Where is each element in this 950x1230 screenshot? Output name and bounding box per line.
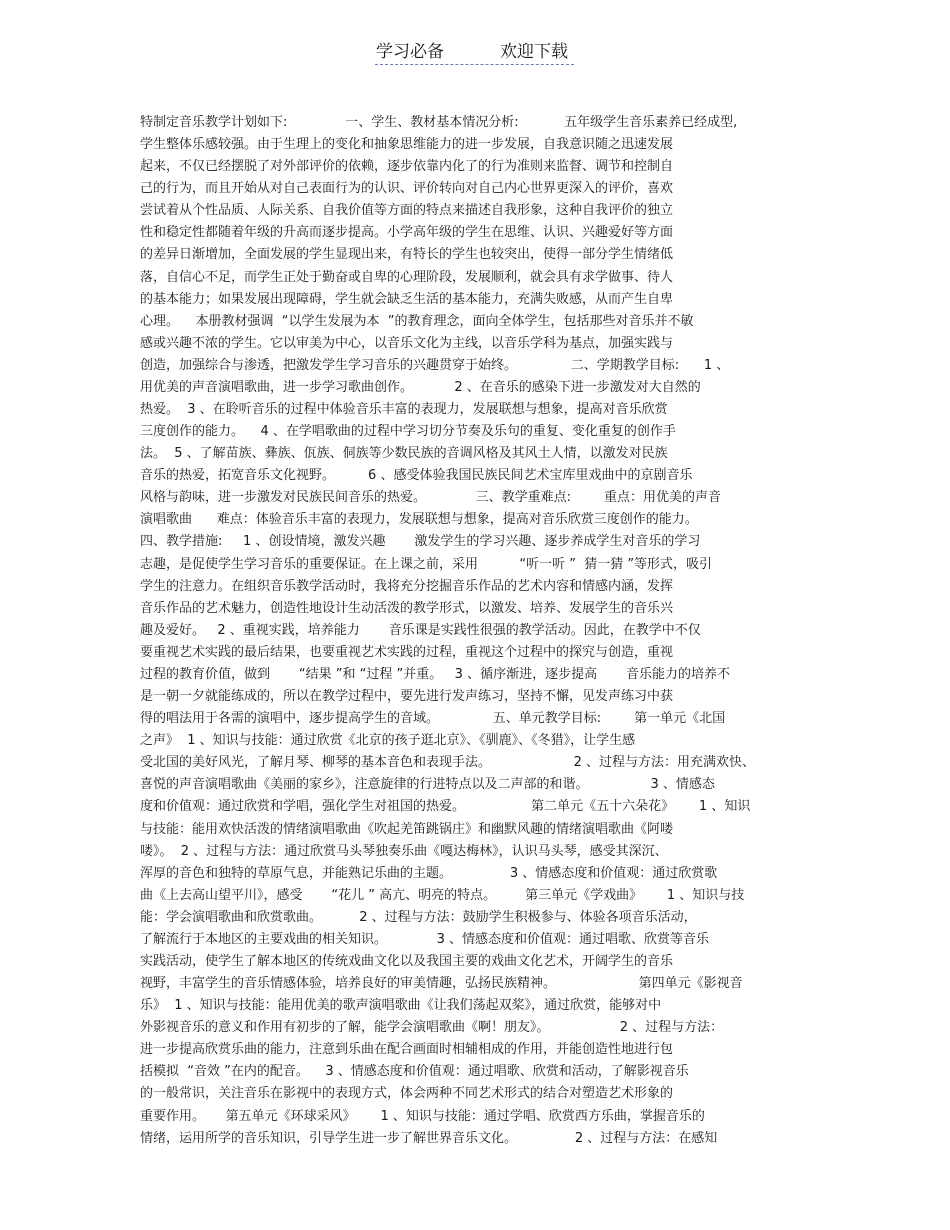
text-line: 是一朝一夕就能练成的，所以在教学过程中，要先进行发声练习，坚持不懈，见发声练习中获 — [140, 689, 674, 705]
text-line: 过程的教育价值，做到 “结果 ”和 “过程 ”并重。 3 、循序渐进，逐步提高 音乐能力的培养不 — [140, 666, 730, 682]
text-line: 度和价值观：通过欣赏和学唱，强化学生对祖国的热爱。 第二单元《五十六朵花》 1 、知识 — [140, 799, 751, 815]
text-line: 热爱。 3 、在聆听音乐的过程中体验音乐丰富的表现力，发展联想与想象，提高对音乐欣赏 — [140, 402, 668, 418]
text-line: 学生的注意力。在组织音乐教学活动时，我将充分挖掘音乐作品的艺术内容和情感内涵，发挥 — [140, 578, 674, 594]
header-left-text: 学习必备 — [376, 42, 444, 62]
text-line: 创造，加强综合与渗透，把激发学生学习音乐的兴趣贯穿于始终。 二、学期教学目标: 1 、 — [140, 357, 730, 373]
text-line: 乐》 1 、知识与技能：能用优美的歌声演唱歌曲《让我们荡起双桨》，通过欣赏，能够对中 — [140, 998, 662, 1014]
document-body — [140, 112, 810, 1150]
text-line: 志趣，是促使学生学习音乐的重要保证。在上课之前，采用 “听一听 ” 猜一猜 ”等形式，吸引 — [140, 556, 713, 572]
page-header — [0, 40, 950, 66]
text-line: 了解流行于本地区的主要戏曲的相关知识。 3 、情感态度和价值观：通过唱歌、欣赏等音乐 — [140, 931, 709, 947]
text-line: 喜悦的声音演唱歌曲《美丽的家乡》，注意旋律的行进特点以及二声部的和谐。 3 、情感态 — [140, 777, 715, 793]
text-line: 浑厚的音色和独特的草原气息，并能熟记乐曲的主题。 3 、情感态度和价值观：通过欣赏歌 — [140, 865, 718, 881]
text-line: 落，自信心不足，而学生正处于勤奋或自卑的心理阶段，发展顺利，就会具有求学做事、待人 — [140, 269, 674, 285]
text-line: 尝试着从个性品质、人际关系、自我价值等方面的特点来描述自我形象，这种自我评价的独立 — [140, 203, 674, 219]
text-line: 三度创作的能力。 4 、在学唱歌曲的过程中学习切分节奏及乐句的重复、变化重复的创作手 — [140, 424, 676, 440]
text-line: 演唱歌曲 难点：体验音乐丰富的表现力，发展联想与想象，提高对音乐欣赏三度创作的能力。 — [140, 512, 698, 528]
text-line: 括模拟 “音效 ”在内的配音。 3 、情感态度和价值观：通过唱歌、欣赏和活动，了解影视音乐 — [140, 1064, 689, 1080]
text-line: 特制定音乐教学计划如下: 一、学生、教材基本情况分析: 五年级学生音乐素养已经成型, — [140, 115, 738, 130]
text-line: 视野，丰富学生的音乐情感体验，培养良好的审美情趣，弘扬民族精神。 第四单元《影视音 — [140, 976, 743, 992]
text-line: 的一般常识，关注音乐在影视中的表现方式，体会两种不同艺术形式的结合对塑造艺术形象的 — [140, 1086, 674, 1102]
text-line: 曲《上去高山望平川》，感受 “花儿 ” 高亢、明亮的特点。 第三单元《学戏曲》 1 、知识与技 — [140, 887, 745, 903]
text-line: 感或兴趣不浓的学生。它以审美为中心，以音乐文化为主线，以音乐学科为基点，加强实践与 — [140, 335, 674, 351]
text-line: 心理。 本册教材强调 “以学生发展为本 ”的教育理念，面向全体学生，包括那些对音乐并不敏 — [140, 313, 694, 329]
text-line: 情绪，运用所学的音乐知识，引导学生进一步了解世界音乐文化。 2 、过程与方法：在感知 — [140, 1130, 718, 1146]
text-line: 用优美的声音演唱歌曲，进一步学习歌曲创作。 2 、在音乐的感染下进一步激发对大自然的 — [140, 379, 701, 395]
text-line: 法。 5 、了解苗族、彝族、佤族、侗族等少数民族的音调风格及其风土人情，以激发对民族 — [140, 446, 668, 462]
text-line: 音乐作品的艺术魅力，创造性地设计生动活泼的教学形式，以激发、培养、发展学生的音乐兴 — [140, 600, 674, 616]
text-line: 学生整体乐感较强。由于生理上的变化和抽象思维能力的进一步发展，自我意识随之迅速发展 — [140, 137, 674, 153]
text-line: 进一步提高欣赏乐曲的能力，注意到乐曲在配合画面时相辅相成的作用，并能创造性地进行包 — [140, 1042, 674, 1058]
text-line: 与技能：能用欢快活泼的情绪演唱歌曲《吹起羌笛跳锅庄》和幽默风趣的情绪演唱歌曲《阿喽 — [140, 821, 674, 837]
text-line: 得的唱法用于各需的演唱中，逐步提高学生的音域。 五、单元教学目标: 第一单元《北国 — [140, 711, 726, 727]
text-line: 四、教学措施: 1 、创设情境，激发兴趣 激发学生的学习兴趣、逐步养成学生对音乐的学习 — [140, 534, 701, 550]
text-line: 风格与韵味，进一步激发对民族民间音乐的热爱。 三、教学重难点: 重点：用优美的声音 — [140, 490, 722, 506]
text-line: 外影视音乐的意义和作用有初步的了解，能学会演唱歌曲《啊！朋友》。 2 、过程与方法： — [140, 1020, 724, 1036]
text-line: 的基本能力；如果发展出现障碍，学生就会缺乏生活的基本能力，充满失败感，从而产生自卑 — [140, 291, 674, 307]
header-dashed-rule — [375, 64, 574, 65]
text-line: 的差异日渐增加，全面发展的学生显现出来，有特长的学生也较突出，使得一部分学生情绪低 — [140, 247, 674, 263]
text-line: 趣及爱好。 2 、重视实践，培养能力 音乐课是实践性很强的教学活动。因此，在教学中不仅 — [140, 622, 701, 638]
text-line: 己的行为，而且开始从对自己表面行为的认识、评价转向对自己内心世界更深入的评价，喜欢 — [140, 181, 674, 197]
text-line: 要重视艺术实践的最后结果，也要重视艺术实践的过程，重视这个过程中的探究与创造，重视 — [140, 644, 674, 660]
header-right-text: 欢迎下载 — [500, 42, 568, 62]
text-line: 喽》。 2 、过程与方法：通过欣赏马头琴独奏乐曲《嘎达梅林》，认识马头琴，感受其深沉、 — [140, 843, 668, 859]
text-line: 起来，不仅已经摆脱了对外部评价的依赖，逐步依靠内化了的行为准则来监督、调节和控制自 — [140, 159, 674, 175]
text-line: 重要作用。 第五单元《环球采风》 1 、知识与技能：通过学唱、欣赏西方乐曲，掌握音乐的 — [140, 1108, 705, 1124]
text-line: 受北国的美好风光，了解月琴、柳琴的基本音色和表现手法。 2 、过程与方法：用充满欢快、 — [140, 755, 756, 771]
text-line: 之声》 1 、知识与技能：通过欣赏《北京的孩子逛北京》、《驯鹿》、《冬猎》，让学生感 — [140, 733, 636, 749]
text-line: 性和稳定性都随着年级的升高而逐步提高。小学高年级的学生在思维、认识、兴趣爱好等方面 — [140, 225, 674, 241]
text-line: 音乐的热爱，拓宽音乐文化视野。 6 、感受体验我国民族民间艺术宝库里戏曲中的京剧音乐 — [140, 468, 693, 484]
text-line: 实践活动，使学生了解本地区的传统戏曲文化以及我国主要的戏曲文化艺术，开阔学生的音乐 — [140, 953, 674, 969]
text-line: 能：学会演唱歌曲和欣赏歌曲。 2 、过程与方法：鼓励学生积极参与、体验各项音乐活动， — [140, 909, 697, 925]
